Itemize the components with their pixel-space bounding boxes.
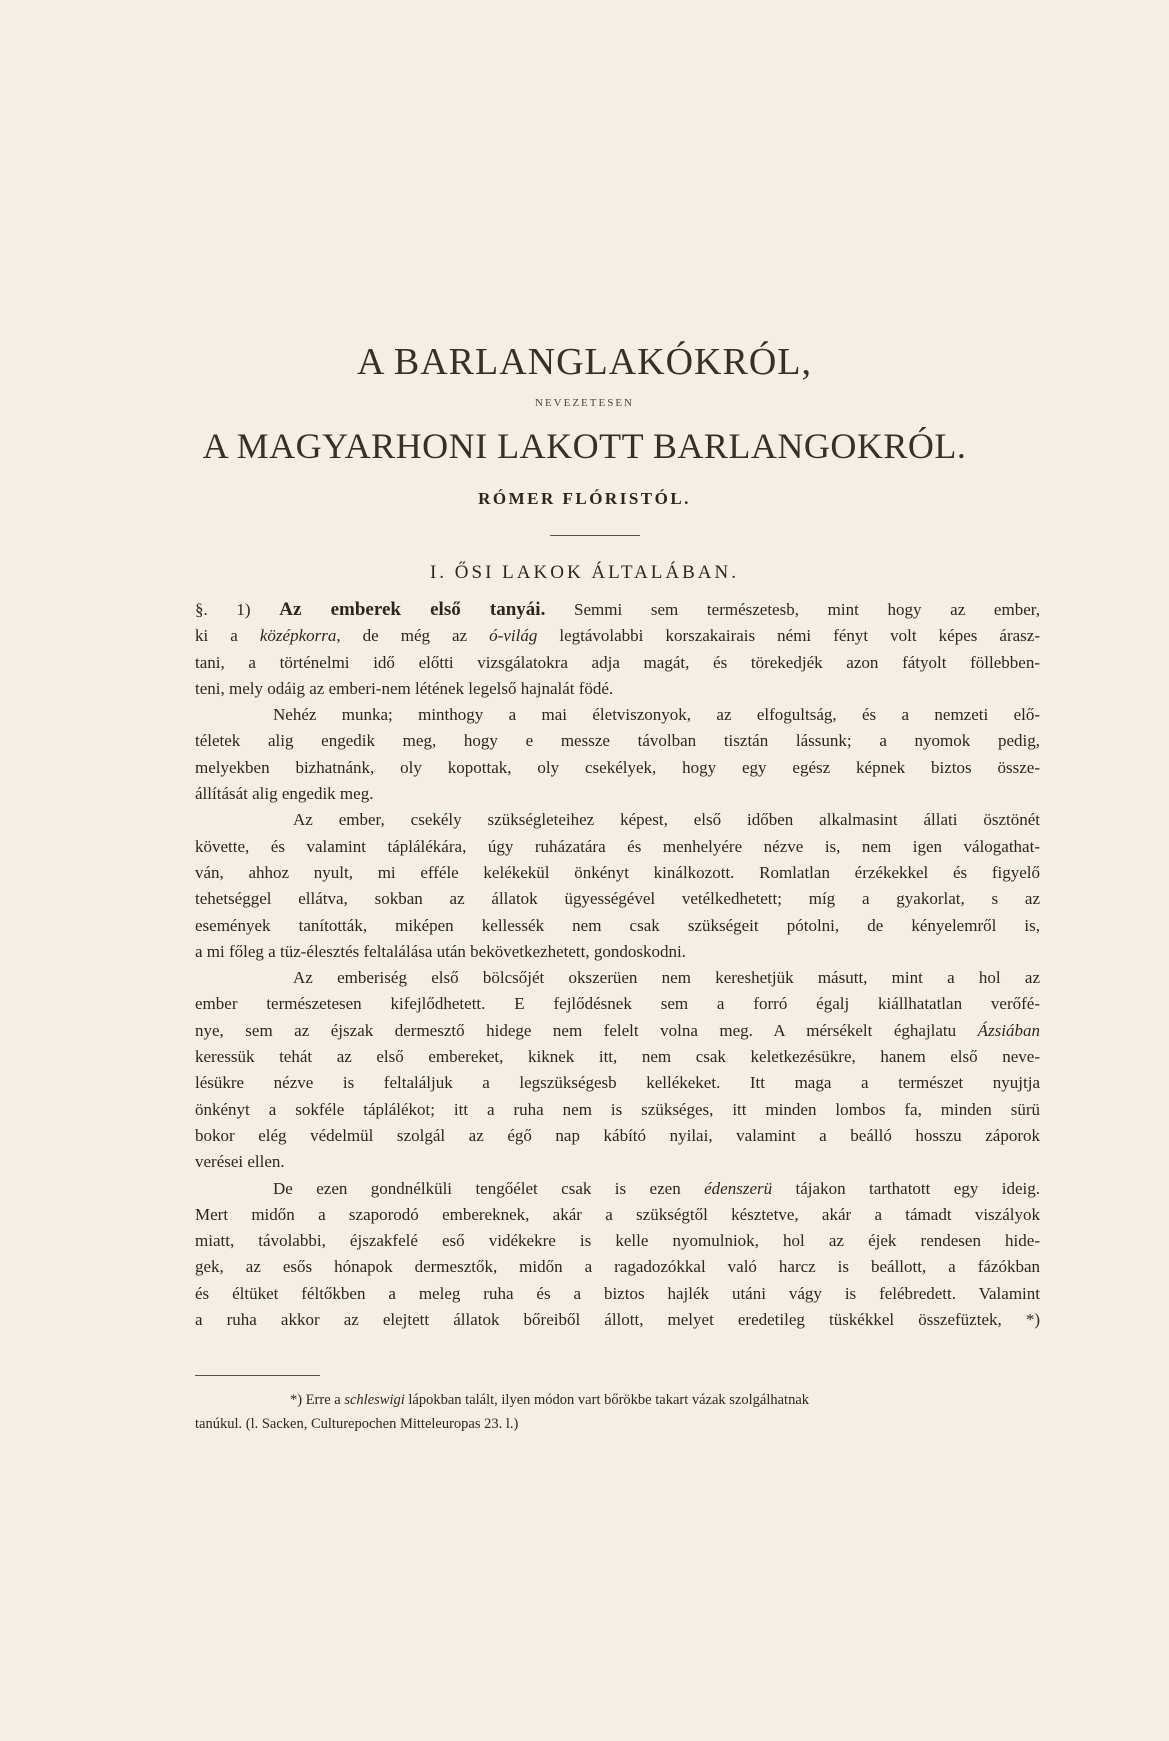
text-line: miatt, távolabbi, éjszakfelé eső vidékekre is kelle nyomulniok, hol az éjek rendesen hide-	[195, 1231, 1040, 1251]
text-line: ki a középkorra, de még az ó-világ legtávolabbi korszakairais némi fényt volt képes árasz-	[195, 626, 1040, 646]
footnote-line: *) Erre a schleswigi lápokban talált, ilyen módon vart bőrökbe takart vázak szolgálhatnak	[290, 1392, 810, 1408]
text-line: lésükre nézve is feltaláljuk a legszükségesb kellékeket. Itt maga a természet nyujtja	[195, 1073, 1040, 1093]
body-text	[195, 597, 1040, 1333]
text-line: ván, ahhoz nyult, mi efféle kelékekül önkényt kinálkozott. Romlatlan érzékekkel és figyelő	[195, 862, 1040, 882]
footnote-divider	[195, 1375, 320, 1376]
text-line: követte, és valamint táplálékára, úgy ruházatára és menhelyére nézve is, nem igen válogathat-	[195, 836, 1040, 856]
text-line: gek, az esős hónapok dermesztők, midőn a ragadozókkal való harcz is beállott, a fázókban	[195, 1257, 1040, 1277]
paragraph-2	[195, 702, 1040, 807]
author-byline: RÓMER FLÓRISTÓL.	[478, 489, 691, 508]
text-line: Nehéz munka; minthogy a mai életviszonyok, az elfogultság, és a nemzeti elő-	[273, 705, 1040, 725]
text-line: tani, a történelmi idő előtti vizsgálatokra adja magát, és törekedjék azon fátyolt föllebben-	[195, 652, 1040, 672]
text-line: melyekben bizhatnánk, oly kopottak, oly csekélyek, hogy egy egész képnek biztos össze-	[195, 757, 1040, 777]
text-line: keressük tehát az első embereket, kiknek itt, nem csak keletkezésükre, hanem első neve-	[195, 1047, 1040, 1067]
text-line: önkényt a sokféle táplálékot; itt a ruha nem is szükséges, itt minden lombos fa, minden sürü	[195, 1099, 1040, 1119]
text-line: Az ember, csekély szükségleteihez képest, első időben alkalmasint állati ösztönét	[293, 810, 1040, 830]
article-title: A BARLANGLAKÓKRÓL,	[357, 341, 812, 383]
paragraph-1	[195, 597, 1040, 702]
title-connector: NEVEZETESEN	[535, 397, 634, 409]
footnote	[195, 1388, 1040, 1436]
paragraph-3	[195, 807, 1040, 965]
text-line: ember természetesen kifejlődhetett. E fejlődésnek sem a forró égalj kiállhatatlan verőfé-	[195, 994, 1040, 1014]
text-line: és éltüket féltőkben a meleg ruha és a biztos hajlék utáni vágy is felébredett. Valamint	[195, 1283, 1040, 1303]
text-line: a ruha akkor az elejtett állatok bőreiből állott, melyet eredetileg tüskékkel összefüztek, *)	[195, 1310, 1040, 1330]
text-line: tehetséggel ellátva, sokban az állatok ügyességével vetélkedhetett; míg a gyakorlat, s az	[195, 889, 1040, 909]
text-line: Mert midőn a szaporodó embereknek, akár a szükségtől késztetve, akár a támadt viszályok	[195, 1204, 1040, 1224]
text-line: események tanították, miképen kellessék nem csak szükségeit pótolni, de kényelemről is,	[195, 915, 1040, 935]
text-line: állítását alig engedik meg.	[195, 784, 374, 804]
text-line: nye, sem az éjszak dermesztő hidege nem felelt volna meg. A mérsékelt éghajlatu Ázsiában	[195, 1020, 1040, 1040]
text-line: verései ellen.	[195, 1152, 285, 1172]
text-line: De ezen gondnélküli tengőélet csak is ezen édenszerü tájakon tarthatott egy ideig.	[273, 1178, 1040, 1198]
section-marker-title: Az emberek első tanyái.	[279, 599, 546, 620]
text-line: §. 1) Az emberek első tanyái. Semmi sem természetesb, mint hogy az ember,	[195, 599, 1040, 620]
article-subtitle: A MAGYARHONI LAKOTT BARLANGOKRÓL.	[202, 426, 967, 466]
paragraph-5	[195, 1176, 1040, 1334]
text-line: téletek alig engedik meg, hogy e messze távolban tisztán lássunk; a nyomok pedig,	[195, 731, 1040, 751]
footnote-line: tanúkul. (l. Sacken, Culturepochen Mitteleuropas 23. l.)	[195, 1416, 519, 1432]
text-line: bokor elég védelmül szolgál az égő nap kábító nyilai, valamint a beálló hosszu záporok	[195, 1125, 1040, 1145]
text-line: Az emberiség első bölcsőjét okszerüen nem kereshetjük másutt, mint a hol az	[293, 968, 1040, 988]
section-heading: I. ŐSI LAKOK ÁLTALÁBAN.	[429, 562, 739, 583]
text-line: teni, mely odáig az emberi-nem létének legelső hajnalát födé.	[195, 678, 614, 698]
text-line: a mi főleg a tüz-élesztés feltalálása után bekövetkezhetett, gondoskodni.	[195, 941, 686, 961]
paragraph-4	[195, 965, 1040, 1175]
title-divider	[550, 535, 640, 536]
